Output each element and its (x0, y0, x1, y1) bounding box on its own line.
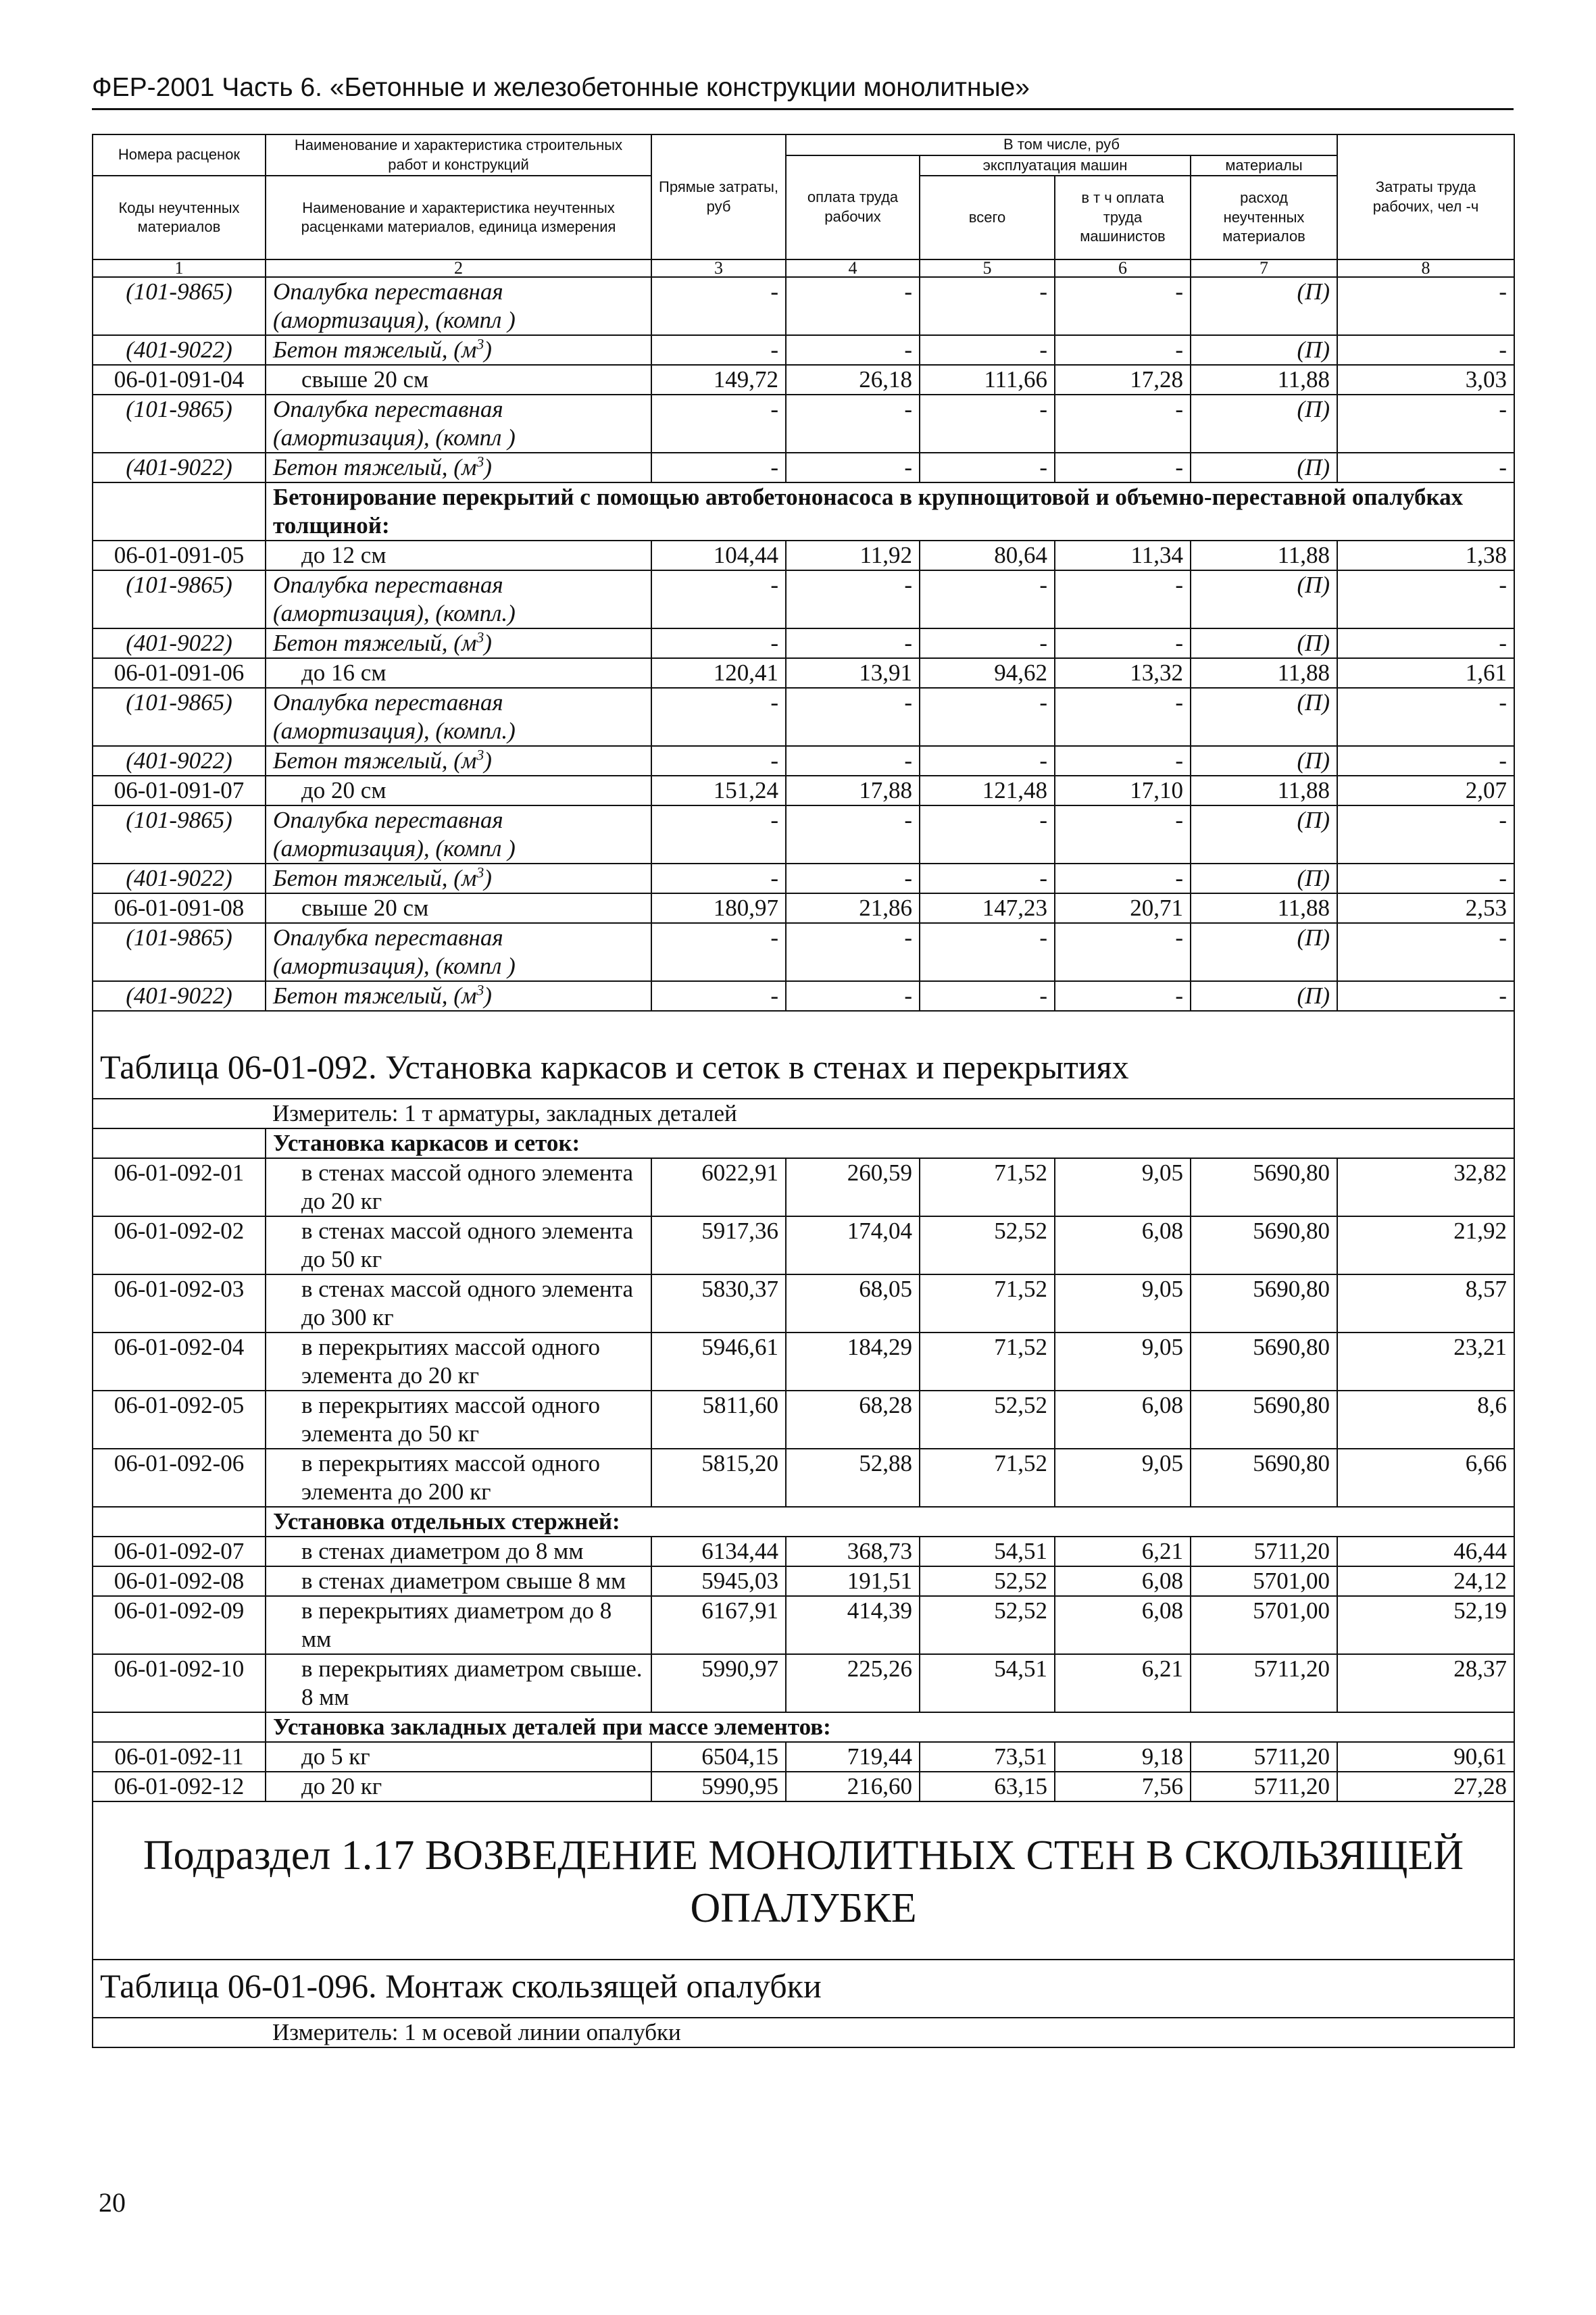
rows-group-091-04 (93, 277, 1514, 482)
machinist-wages-cell: 6,21 (1055, 1654, 1191, 1712)
wages-cell: - (786, 570, 920, 628)
col-kody: Коды неучтенных материалов (93, 176, 266, 259)
materials-cell: 11,88 (1191, 893, 1337, 923)
materials-cell: 5711,20 (1191, 1742, 1337, 1772)
section-heading-zaklad: Установка закладных деталей при массе элементов: (266, 1712, 1514, 1742)
table-row (93, 1742, 1514, 1772)
machinist-wages-cell: 9,05 (1055, 1274, 1191, 1333)
table-row (93, 688, 1514, 746)
machine-total-cell: - (920, 277, 1055, 335)
direct-cost-cell: 5990,97 (651, 1654, 786, 1712)
table-row (93, 746, 1514, 776)
machinist-wages-cell: 17,10 (1055, 776, 1191, 805)
table-row (93, 923, 1514, 981)
wages-cell: - (786, 395, 920, 453)
material-code: (101-9865) (93, 395, 266, 453)
table-row (93, 893, 1514, 923)
material-name: Бетон тяжелый, $(м^3)$ (266, 746, 651, 776)
table-row (93, 1158, 1514, 1216)
material-name: Бетон тяжелый, $(м^3)$ (266, 453, 651, 482)
section-heading-karkas: Установка каркасов и сеток: (266, 1128, 1514, 1158)
col-naim-works: Наименование и характеристика строительных работ и конструкций (266, 134, 651, 176)
table-092-measure: Измеритель: 1 т арматуры, закладных деталей (266, 1099, 1514, 1128)
labor-hours-cell: 32,82 (1337, 1158, 1514, 1216)
rows-group-092-sterzh (93, 1537, 1514, 1712)
labor-hours-cell: 46,44 (1337, 1537, 1514, 1566)
machinist-wages-cell: - (1055, 395, 1191, 453)
labor-hours-cell: 24,12 (1337, 1566, 1514, 1596)
labor-hours-cell: - (1337, 688, 1514, 746)
material-name: Опалубка переставная (амортизация), (компл ) (266, 805, 651, 864)
material-name: Опалубка переставная (амортизация), (компл.) (266, 570, 651, 628)
labor-hours-cell: 2,53 (1337, 893, 1514, 923)
labor-hours-cell: - (1337, 335, 1514, 365)
machine-total-cell: 73,51 (920, 1742, 1055, 1772)
machinist-wages-cell: - (1055, 688, 1191, 746)
table-row (93, 541, 1514, 570)
machine-total-cell: 80,64 (920, 541, 1055, 570)
material-code: (401-9022) (93, 453, 266, 482)
material-name: Опалубка переставная (амортизация), (компл ) (266, 395, 651, 453)
machine-total-cell: 52,52 (920, 1216, 1055, 1274)
machine-total-cell: 52,52 (920, 1391, 1055, 1449)
machine-total-cell: - (920, 981, 1055, 1011)
materials-cell: (П) (1191, 805, 1337, 864)
wages-cell: 26,18 (786, 365, 920, 395)
rate-code: 06-01-092-01 (93, 1158, 266, 1216)
machinist-wages-cell: - (1055, 746, 1191, 776)
materials-cell: (П) (1191, 453, 1337, 482)
work-name: свыше 20 см (266, 365, 651, 395)
wages-cell: 17,88 (786, 776, 920, 805)
col-nomera: Номера расценок (93, 134, 266, 176)
rows-group-091 (93, 541, 1514, 1011)
table-row (93, 1772, 1514, 1801)
machine-total-cell: 54,51 (920, 1654, 1055, 1712)
materials-cell: 5690,80 (1191, 1274, 1337, 1333)
material-code: (101-9865) (93, 923, 266, 981)
direct-cost-cell: 5815,20 (651, 1449, 786, 1507)
col-rashod: расход неучтенных материалов (1191, 176, 1337, 259)
machinist-wages-cell: - (1055, 335, 1191, 365)
wages-cell: 52,88 (786, 1449, 920, 1507)
table-row (93, 277, 1514, 335)
wages-cell: 68,28 (786, 1391, 920, 1449)
work-name: в стенах диаметром до 8 мм (266, 1537, 651, 1566)
col-vtom: В том числе, руб (786, 134, 1337, 155)
materials-cell: (П) (1191, 923, 1337, 981)
col-oplata: оплата труда рабочих (786, 155, 920, 260)
table-row (93, 365, 1514, 395)
labor-hours-cell: 3,03 (1337, 365, 1514, 395)
materials-cell: 5690,80 (1191, 1449, 1337, 1507)
col-naim-materials: Наименование и характеристика неучтенных расценками материалов, единица измерения (266, 176, 651, 259)
rate-code: 06-01-092-04 (93, 1333, 266, 1391)
wages-cell: - (786, 277, 920, 335)
machine-total-cell: - (920, 628, 1055, 658)
labor-hours-cell: 6,66 (1337, 1449, 1514, 1507)
section-sterzh (93, 1507, 1514, 1537)
machinist-wages-cell: - (1055, 453, 1191, 482)
direct-cost-cell: 5917,36 (651, 1216, 786, 1274)
labor-hours-cell: 27,28 (1337, 1772, 1514, 1801)
materials-cell: (П) (1191, 628, 1337, 658)
table-row (93, 453, 1514, 482)
machinist-wages-cell: 6,21 (1055, 1537, 1191, 1566)
materials-cell: (П) (1191, 277, 1337, 335)
materials-cell: (П) (1191, 570, 1337, 628)
wages-cell: - (786, 981, 920, 1011)
table-row (93, 1333, 1514, 1391)
direct-cost-cell: 6504,15 (651, 1742, 786, 1772)
table-row (93, 1274, 1514, 1333)
machinist-wages-cell: 9,05 (1055, 1449, 1191, 1507)
direct-cost-cell: 6167,91 (651, 1596, 786, 1654)
rate-code: 06-01-091-04 (93, 365, 266, 395)
labor-hours-cell: 90,61 (1337, 1742, 1514, 1772)
labor-hours-cell: - (1337, 864, 1514, 893)
direct-cost-cell: 104,44 (651, 541, 786, 570)
column-index-row: 1 2 3 4 5 6 7 8 (93, 259, 1514, 277)
direct-cost-cell: 6134,44 (651, 1537, 786, 1566)
table-row (93, 1537, 1514, 1566)
direct-cost-cell: - (651, 277, 786, 335)
materials-cell: 11,88 (1191, 541, 1337, 570)
work-name: в перекрытиях диаметром свыше. 8 мм (266, 1654, 651, 1712)
materials-cell: (П) (1191, 746, 1337, 776)
direct-cost-cell: 5811,60 (651, 1391, 786, 1449)
machine-total-cell: - (920, 805, 1055, 864)
machinist-wages-cell: 6,08 (1055, 1216, 1191, 1274)
rows-group-092-zaklad (93, 1742, 1514, 1801)
machinist-wages-cell: 6,08 (1055, 1391, 1191, 1449)
table-092-header (93, 1011, 1514, 1158)
materials-cell: 11,88 (1191, 658, 1337, 688)
subsection-1-17 (93, 1801, 1514, 2047)
materials-cell: 5690,80 (1191, 1216, 1337, 1274)
table-row (93, 628, 1514, 658)
wages-cell: 225,26 (786, 1654, 920, 1712)
rate-code: 06-01-092-10 (93, 1654, 266, 1712)
work-name: в перекрытиях массой одного элемента до 20 кг (266, 1333, 651, 1391)
direct-cost-cell: - (651, 981, 786, 1011)
direct-cost-cell: - (651, 395, 786, 453)
direct-cost-cell: - (651, 746, 786, 776)
material-code: (401-9022) (93, 628, 266, 658)
table-row (93, 395, 1514, 453)
rate-code: 06-01-092-02 (93, 1216, 266, 1274)
labor-hours-cell: 23,21 (1337, 1333, 1514, 1391)
work-name: в перекрытиях массой одного элемента до 200 кг (266, 1449, 651, 1507)
labor-hours-cell: - (1337, 628, 1514, 658)
machinist-wages-cell: - (1055, 277, 1191, 335)
rate-code: 06-01-091-07 (93, 776, 266, 805)
table-row (93, 805, 1514, 864)
wages-cell: - (786, 923, 920, 981)
machinist-wages-cell: 6,08 (1055, 1566, 1191, 1596)
direct-cost-cell: - (651, 688, 786, 746)
col-pryamye: Прямые затраты, руб (651, 134, 786, 259)
direct-cost-cell: 149,72 (651, 365, 786, 395)
machinist-wages-cell: 20,71 (1055, 893, 1191, 923)
col-ekspl: эксплуатация машин (920, 155, 1191, 176)
work-name: до 20 кг (266, 1772, 651, 1801)
work-name: в стенах массой одного элемента до 20 кг (266, 1158, 651, 1216)
labor-hours-cell: 8,6 (1337, 1391, 1514, 1449)
materials-cell: (П) (1191, 335, 1337, 365)
machine-total-cell: 147,23 (920, 893, 1055, 923)
work-name: до 12 см (266, 541, 651, 570)
machine-total-cell: - (920, 746, 1055, 776)
materials-cell: 5690,80 (1191, 1333, 1337, 1391)
work-name: в стенах диаметром свыше 8 мм (266, 1566, 651, 1596)
machine-total-cell: 52,52 (920, 1596, 1055, 1654)
section-beton (93, 482, 1514, 541)
material-name: Опалубка переставная (амортизация), (компл ) (266, 923, 651, 981)
material-code: (401-9022) (93, 864, 266, 893)
wages-cell: 174,04 (786, 1216, 920, 1274)
machinist-wages-cell: - (1055, 570, 1191, 628)
machine-total-cell: 71,52 (920, 1274, 1055, 1333)
work-name: до 5 кг (266, 1742, 651, 1772)
machine-total-cell: - (920, 688, 1055, 746)
machine-total-cell: 111,66 (920, 365, 1055, 395)
wages-cell: - (786, 688, 920, 746)
material-code: (101-9865) (93, 805, 266, 864)
direct-cost-cell: 120,41 (651, 658, 786, 688)
labor-hours-cell: 2,07 (1337, 776, 1514, 805)
page-number: 20 (99, 2187, 126, 2218)
rate-code: 06-01-092-11 (93, 1742, 266, 1772)
table-row (93, 1596, 1514, 1654)
machine-total-cell: 121,48 (920, 776, 1055, 805)
work-name: до 20 см (266, 776, 651, 805)
labor-hours-cell: 1,61 (1337, 658, 1514, 688)
machinist-wages-cell: 17,28 (1055, 365, 1191, 395)
machinist-wages-cell: - (1055, 981, 1191, 1011)
materials-cell: 5701,00 (1191, 1596, 1337, 1654)
machinist-wages-cell: 7,56 (1055, 1772, 1191, 1801)
materials-cell: (П) (1191, 981, 1337, 1011)
wages-cell: - (786, 864, 920, 893)
direct-cost-cell: 180,97 (651, 893, 786, 923)
rows-group-092-karkas (93, 1158, 1514, 1507)
wages-cell: 414,39 (786, 1596, 920, 1654)
machine-total-cell: - (920, 453, 1055, 482)
material-code: (401-9022) (93, 335, 266, 365)
machinist-wages-cell: 9,05 (1055, 1158, 1191, 1216)
direct-cost-cell: 151,24 (651, 776, 786, 805)
direct-cost-cell: - (651, 864, 786, 893)
work-name: до 16 см (266, 658, 651, 688)
material-name: Бетон тяжелый, $(м^3)$ (266, 628, 651, 658)
materials-cell: 5711,20 (1191, 1537, 1337, 1566)
wages-cell: 21,86 (786, 893, 920, 923)
labor-hours-cell: - (1337, 981, 1514, 1011)
wages-cell: 368,73 (786, 1537, 920, 1566)
rate-code: 06-01-092-07 (93, 1537, 266, 1566)
rate-code: 06-01-092-12 (93, 1772, 266, 1801)
wages-cell: - (786, 628, 920, 658)
wages-cell: 216,60 (786, 1772, 920, 1801)
material-name: Опалубка переставная (амортизация), (компл ) (266, 277, 651, 335)
page-header: ФЕР-2001 Часть 6. «Бетонные и железобетонные конструкции монолитные» (92, 73, 1514, 110)
material-code: (401-9022) (93, 981, 266, 1011)
col-zatraty: Затраты труда рабочих, чел -ч (1337, 134, 1514, 259)
table-row (93, 1216, 1514, 1274)
table-row (93, 335, 1514, 365)
wages-cell: 13,91 (786, 658, 920, 688)
machine-total-cell: - (920, 923, 1055, 981)
rate-code: 06-01-092-05 (93, 1391, 266, 1449)
material-code: (101-9865) (93, 688, 266, 746)
table-row (93, 1654, 1514, 1712)
machinist-wages-cell: - (1055, 628, 1191, 658)
material-name: Бетон тяжелый, $(м^3)$ (266, 335, 651, 365)
table-row (93, 658, 1514, 688)
machine-total-cell: 63,15 (920, 1772, 1055, 1801)
work-name: в стенах массой одного элемента до 300 кг (266, 1274, 651, 1333)
rate-code: 06-01-092-03 (93, 1274, 266, 1333)
machinist-wages-cell: - (1055, 864, 1191, 893)
machinist-wages-cell: 11,34 (1055, 541, 1191, 570)
wages-cell: - (786, 453, 920, 482)
machine-total-cell: - (920, 395, 1055, 453)
labor-hours-cell: - (1337, 570, 1514, 628)
direct-cost-cell: 6022,91 (651, 1158, 786, 1216)
labor-hours-cell: 28,37 (1337, 1654, 1514, 1712)
machine-total-cell: 71,52 (920, 1158, 1055, 1216)
rates-table (92, 134, 1515, 2048)
table-row (93, 1391, 1514, 1449)
material-name: Бетон тяжелый, $(м^3)$ (266, 864, 651, 893)
material-code: (401-9022) (93, 746, 266, 776)
work-name: в перекрытиях массой одного элемента до 50 кг (266, 1391, 651, 1449)
wages-cell: 68,05 (786, 1274, 920, 1333)
labor-hours-cell: - (1337, 805, 1514, 864)
machinist-wages-cell: 9,18 (1055, 1742, 1191, 1772)
direct-cost-cell: 5830,37 (651, 1274, 786, 1333)
table-096-measure: Измеритель: 1 м осевой линии опалубки (266, 2018, 1514, 2047)
wages-cell: 260,59 (786, 1158, 920, 1216)
labor-hours-cell: 52,19 (1337, 1596, 1514, 1654)
labor-hours-cell: - (1337, 746, 1514, 776)
direct-cost-cell: 5945,03 (651, 1566, 786, 1596)
direct-cost-cell: 5946,61 (651, 1333, 786, 1391)
work-name: свыше 20 см (266, 893, 651, 923)
materials-cell: 5690,80 (1191, 1391, 1337, 1449)
col-vsego: всего (920, 176, 1055, 259)
machine-total-cell: 71,52 (920, 1449, 1055, 1507)
direct-cost-cell: - (651, 628, 786, 658)
direct-cost-cell: - (651, 570, 786, 628)
machinist-wages-cell: 9,05 (1055, 1333, 1191, 1391)
subsection-title: Подраздел 1.17 ВОЗВЕДЕНИЕ МОНОЛИТНЫХ СТЕН В СКОЛЬЗЯЩЕЙ ОПАЛУБКЕ (93, 1801, 1514, 1960)
direct-cost-cell: - (651, 805, 786, 864)
machine-total-cell: - (920, 335, 1055, 365)
direct-cost-cell: - (651, 335, 786, 365)
labor-hours-cell: 21,92 (1337, 1216, 1514, 1274)
machine-total-cell: - (920, 570, 1055, 628)
table-092-title: Таблица 06-01-092. Установка каркасов и сеток в стенах и перекрытиях (93, 1011, 1514, 1099)
materials-cell: 5711,20 (1191, 1772, 1337, 1801)
machine-total-cell: 71,52 (920, 1333, 1055, 1391)
labor-hours-cell: - (1337, 453, 1514, 482)
wages-cell: 191,51 (786, 1566, 920, 1596)
rate-code: 06-01-092-06 (93, 1449, 266, 1507)
materials-cell: (П) (1191, 688, 1337, 746)
labor-hours-cell: - (1337, 923, 1514, 981)
wages-cell: 11,92 (786, 541, 920, 570)
wages-cell: - (786, 746, 920, 776)
table-row (93, 981, 1514, 1011)
rate-code: 06-01-092-08 (93, 1566, 266, 1596)
wages-cell: - (786, 805, 920, 864)
col-vtch: в т ч оплата труда машинистов (1055, 176, 1191, 259)
table-row (93, 864, 1514, 893)
direct-cost-cell: 5990,95 (651, 1772, 786, 1801)
labor-hours-cell: - (1337, 395, 1514, 453)
labor-hours-cell: - (1337, 277, 1514, 335)
materials-cell: 5711,20 (1191, 1654, 1337, 1712)
table-row (93, 1449, 1514, 1507)
direct-cost-cell: - (651, 453, 786, 482)
machine-total-cell: - (920, 864, 1055, 893)
rate-code: 06-01-091-05 (93, 541, 266, 570)
material-code: (101-9865) (93, 277, 266, 335)
table-head (93, 134, 1514, 277)
material-name: Опалубка переставная (амортизация), (компл.) (266, 688, 651, 746)
materials-cell: 11,88 (1191, 776, 1337, 805)
material-name: Бетон тяжелый, $(м^3)$ (266, 981, 651, 1011)
material-code: (101-9865) (93, 570, 266, 628)
wages-cell: 719,44 (786, 1742, 920, 1772)
machinist-wages-cell: 13,32 (1055, 658, 1191, 688)
table-row (93, 1566, 1514, 1596)
rate-code: 06-01-091-06 (93, 658, 266, 688)
materials-cell: (П) (1191, 864, 1337, 893)
machinist-wages-cell: - (1055, 805, 1191, 864)
section-zaklad (93, 1712, 1514, 1742)
direct-cost-cell: - (651, 923, 786, 981)
table-row (93, 776, 1514, 805)
machine-total-cell: 54,51 (920, 1537, 1055, 1566)
work-name: в перекрытиях диаметром до 8 мм (266, 1596, 651, 1654)
machine-total-cell: 94,62 (920, 658, 1055, 688)
labor-hours-cell: 1,38 (1337, 541, 1514, 570)
machinist-wages-cell: 6,08 (1055, 1596, 1191, 1654)
materials-cell: 11,88 (1191, 365, 1337, 395)
table-096-title: Таблица 06-01-096. Монтаж скользящей опалубки (93, 1960, 1514, 2018)
rate-code: 06-01-091-08 (93, 893, 266, 923)
wages-cell: 184,29 (786, 1333, 920, 1391)
materials-cell: 5690,80 (1191, 1158, 1337, 1216)
wages-cell: - (786, 335, 920, 365)
section-heading-sterzh: Установка отдельных стержней: (266, 1507, 1514, 1537)
machinist-wages-cell: - (1055, 923, 1191, 981)
machine-total-cell: 52,52 (920, 1566, 1055, 1596)
materials-cell: (П) (1191, 395, 1337, 453)
materials-cell: 5701,00 (1191, 1566, 1337, 1596)
section-heading-beton: Бетонирование перекрытий с помощью автобетононасоса в крупнощитовой и объемно-переставной опалубках толщиной: (266, 482, 1514, 541)
col-materialy: материалы (1191, 155, 1337, 176)
rate-code: 06-01-092-09 (93, 1596, 266, 1654)
labor-hours-cell: 8,57 (1337, 1274, 1514, 1333)
work-name: в стенах массой одного элемента до 50 кг (266, 1216, 651, 1274)
table-row (93, 570, 1514, 628)
